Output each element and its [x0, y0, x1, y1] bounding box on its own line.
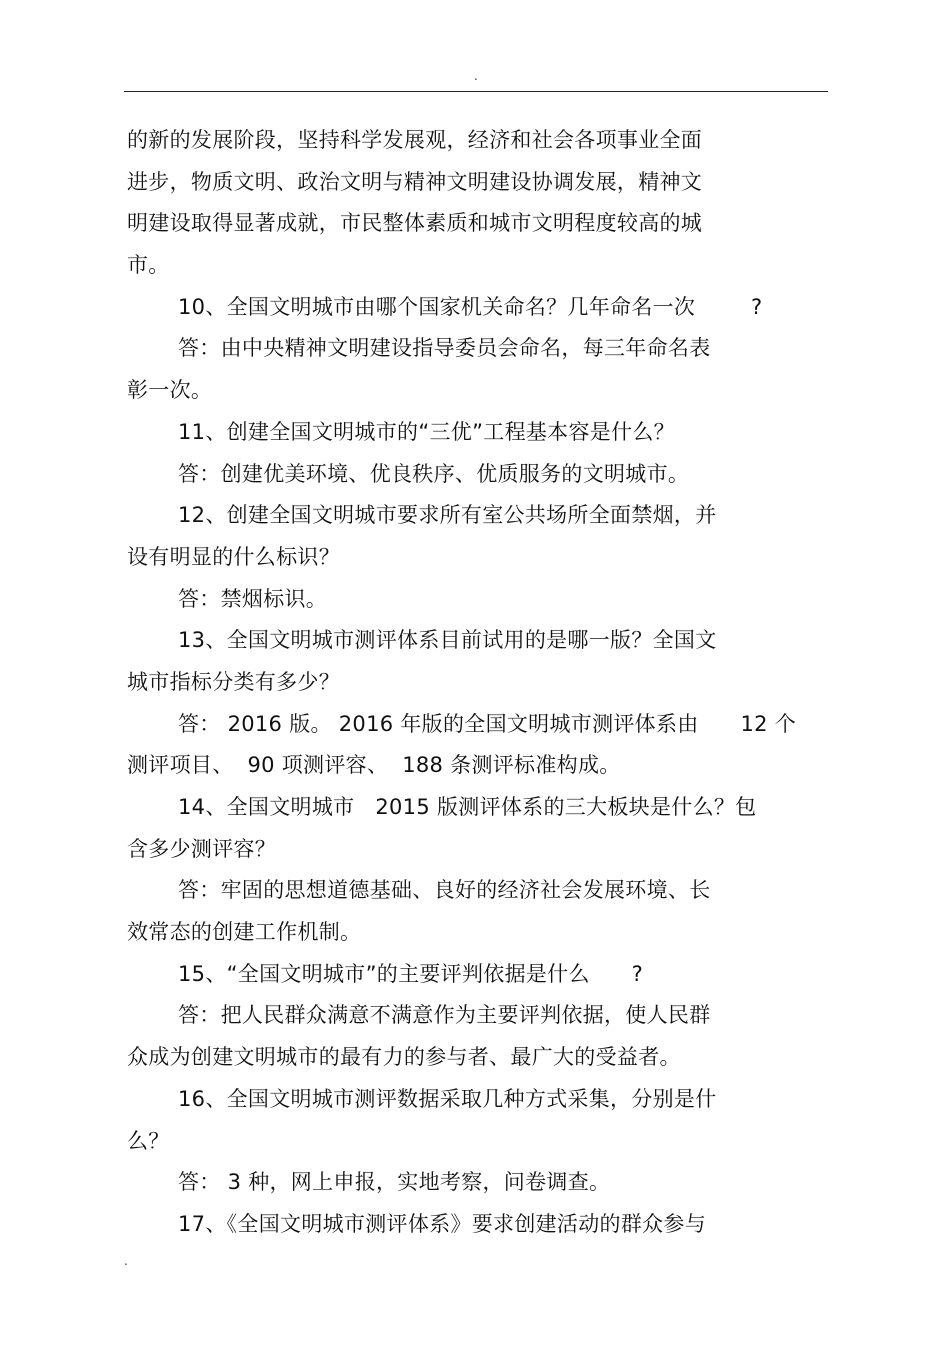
text-line: 16、全国文明城市测评数据采取几种方式采集，分别是什 [178, 1086, 717, 1111]
text-line: 15、“全国文明城市”的主要评判依据是什么 ? [178, 961, 644, 986]
header-mark: . [474, 69, 478, 83]
text-line: 设有明显的什么标识？ [127, 544, 340, 569]
text-line: 彰一次。 [127, 378, 213, 403]
text-line: 12、创建全国文明城市要求所有室公共场所全面禁烟，并 [178, 503, 717, 528]
text-line: 答： 2016 版。 2016 年版的全国文明城市测评体系由 12 个 [178, 711, 797, 736]
text-line: 答：禁烟标识。 [178, 586, 328, 611]
text-line: 城市指标分类有多少？ [127, 669, 340, 694]
text-line: 10、全国文明城市由哪个国家机关命名？几年命名一次 ? [178, 294, 763, 319]
footer-mark: . [124, 1254, 128, 1268]
text-line: 答：创建优美环境、优良秩序、优质服务的文明城市。 [178, 461, 690, 486]
text-line: 11、创建全国文明城市的“三优”工程基本容是什么？ [178, 419, 675, 444]
text-line: 效常态的创建工作机制。 [127, 920, 362, 945]
document-body [127, 120, 847, 1246]
text-line: 测评项目、 90 项测评容、 188 条测评标准构成。 [127, 753, 621, 778]
text-line: 答：牢固的思想道德基础、良好的经济社会发展环境、长 [178, 878, 711, 903]
text-line: 答： 3 种，网上申报，实地考察，问卷调查。 [178, 1170, 611, 1195]
text-line: 答：把人民群众满意不满意作为主要评判依据，使人民群 [178, 1003, 711, 1028]
text-line: 众成为创建文明城市的最有力的参与者、最广大的受益者。 [127, 1045, 681, 1070]
text-line: 17、《全国文明城市测评体系》要求创建活动的群众参与 [178, 1211, 707, 1236]
text-line: 13、全国文明城市测评体系目前试用的是哪一版？全国文 [178, 628, 717, 653]
text-line: 答：由中央精神文明建设指导委员会命名，每三年命名表 [178, 336, 711, 361]
text-line: 明建设取得显著成就，市民整体素质和城市文明程度较高的城 [127, 211, 703, 236]
text-line: 进步，物质文明、政治文明与精神文明建设协调发展，精神文 [127, 169, 703, 194]
text-line: 14、全国文明城市 2015 版测评体系的三大板块是什么？包 [178, 795, 757, 819]
text-line: 的新的发展阶段，坚持科学发展观，经济和社会各项事业全面 [127, 128, 703, 152]
text-line: 含多少测评容？ [127, 836, 277, 861]
text-line: 市。 [127, 253, 170, 278]
text-line: 么？ [127, 1128, 170, 1153]
header-divider [124, 91, 828, 92]
